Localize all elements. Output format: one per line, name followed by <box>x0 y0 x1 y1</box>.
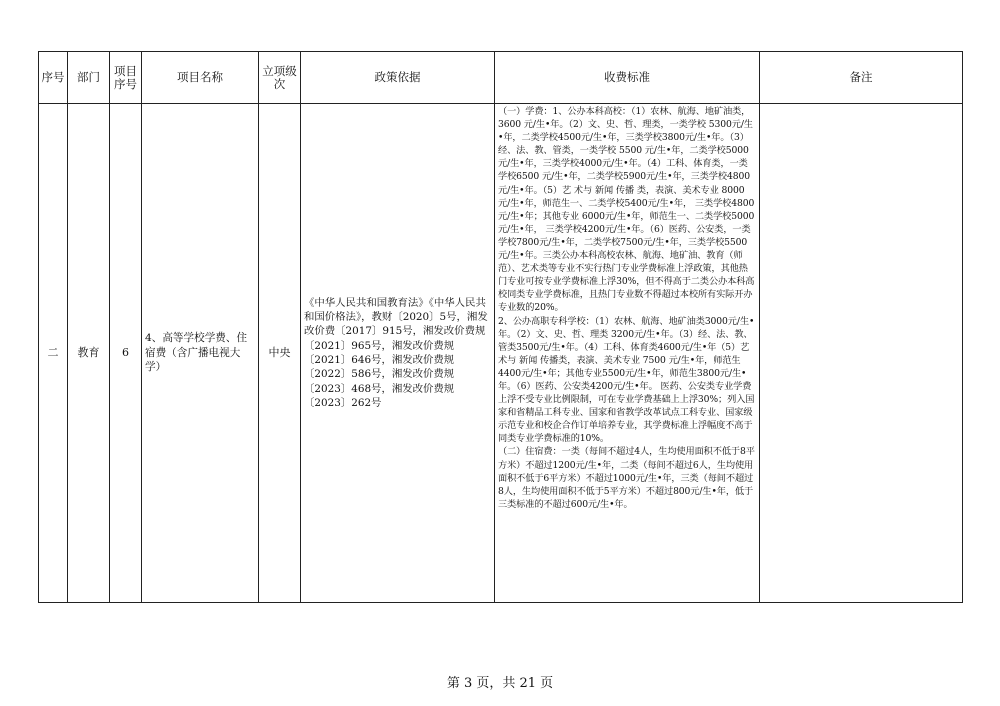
header-policy: 政策依据 <box>301 52 495 104</box>
page-number: 第 3 页，共 21 页 <box>446 676 554 691</box>
header-level: 立项级次 <box>259 52 301 104</box>
header-fee: 收费标准 <box>495 52 760 104</box>
fee-accommodation: （二）住宿费：一类（每间不超过4人，生均使用面积不低于8平方米）不超过1200元/生•年，二类（每间不超过6人，生均使用面积不低于6平方米）不超过1000元/生•年，三类（每间不超过8人，生均使用面积不低于5平方米）不超过800元/生•年，低于三类标准的不超过600元/生•年。 <box>498 446 755 510</box>
cell-note <box>760 104 963 603</box>
fee-tuition-undergrad: （一）学费：1、公办本科高校：（1）农林、航海、地矿油类，3600 元/生•年。（2）文、史、哲、理类，一类学校 5300元/生•年，二类学校4500元/生•年，三类学校3800元/生•年。（3）经、法、教、管类，一类学校 5500 元/生•年，二类学校5000 元/生•年，三类学校4000元/生•年。（4）工科、体育类，一类学校6500 元/生•年，二类学校5900元/生•年，三类学校4800元/生•年。（5）艺 术与 新闻 传播 类，表演、美术专业 8000 元/生•年，师范生一、二类学校5400元/生•年， 三类学校4800元/生•年；其他专业 6000元/生•年，师范生一、二类学校5000元/生•年， 三类学校4200元/生•年。（6）医药、公安类，一类学校7800元/生•年，二类学校7500元/生•年，三类学校5500元/生•年。三类公办本科高校农林、航海、地矿油、教育（师范）、艺术类等专业不实行热门专业学费标准上浮政策，其他热门专业可按专业学费标准上浮30%，但不得高于二类公办本科高校同类专业学费标准，且热门专业数不得超过本校所有实际开办专业数的20%。 <box>498 106 755 314</box>
cell-level: 中央 <box>259 104 301 603</box>
cell-fee <box>495 104 760 603</box>
header-row <box>39 52 963 104</box>
header-dept: 部门 <box>68 52 110 104</box>
cell-item-seq: 6 <box>110 104 142 603</box>
table-row <box>39 104 963 603</box>
header-item-name: 项目名称 <box>142 52 259 104</box>
cell-policy: 《中华人民共和国教育法》《中华人民共和国价格法》，教财〔2020〕5号，湘发改价费〔2017〕915号，湘发改价费规〔2021〕965号，湘发改价费规〔2021〕646号，湘发改价费规〔2022〕586号，湘发改价费规〔2023〕468号，湘发改价费规〔2023〕262号 <box>301 104 495 603</box>
cell-seq: 二 <box>39 104 68 603</box>
fee-table <box>38 51 963 603</box>
cell-dept: 教育 <box>68 104 110 603</box>
cell-item-name: 4、高等学校学费、住宿费（含广播电视大学） <box>142 104 259 603</box>
header-item-seq: 项目序号 <box>110 52 142 104</box>
fee-tuition-vocational: 2、公办高职专科学校：（1）农林、航海、地矿油类3000元/生•年。（2）文、史、哲、理类 3200元/生•年。（3）经、法、教、管类3500元/生•年。（4）工科、体育类4600元/生•年（5）艺 术与 新闻 传播类，表演、美术专业 7500 元/生•年，师范生4400元/生•年；其他专业5500元/生•年，师范生3800元/生•年。（6）医药、公安类4200元/生•年。 医药、公安类专业学费上浮不受专业比例限制，可在专业学费基础上上浮30%；列入国家和省精品工科专业、国家和省教学改革试点工科专业、国家级示范专业和校企合作订单培养专业，其学费标准上浮幅度不高于同类专业学费标准的10%。 <box>498 315 755 445</box>
header-note: 备注 <box>760 52 963 104</box>
header-seq: 序号 <box>39 52 68 104</box>
